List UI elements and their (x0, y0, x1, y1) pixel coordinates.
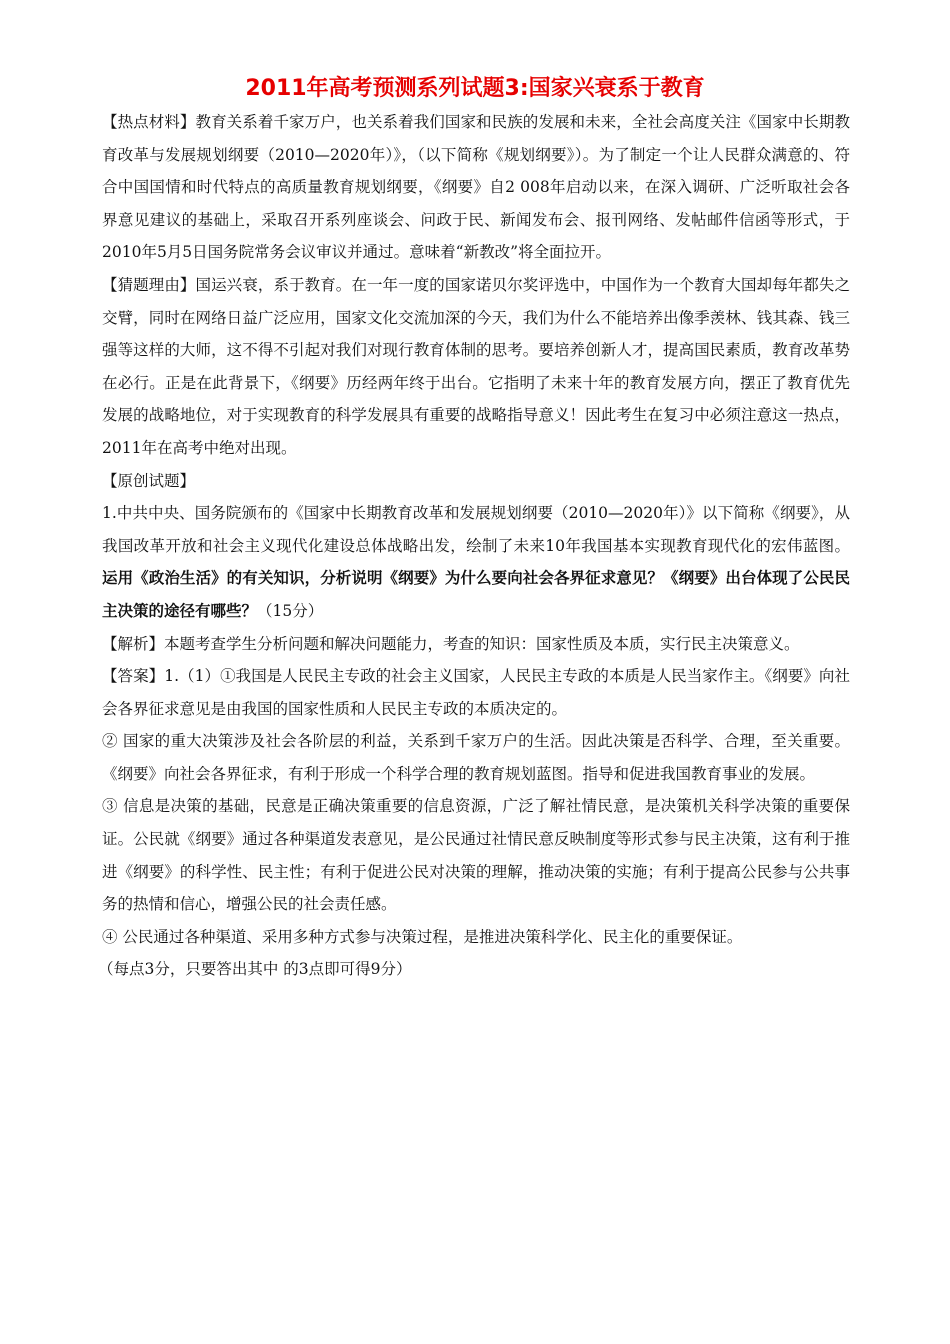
hot-material-paragraph (102, 106, 850, 269)
answer-item-3: ③ 信息是决策的基础，民意是正确决策重要的信息资源，广泛了解社情民意，是决策机关科学决策的重要保证。公民就《纲要》通过各种渠道发表意见，是公民通过社情民意反映制度等形式参与民主决策，这有利于推进《纲要》的科学性、民主性；有利于促进公民对决策的理解，推动决策的实施；有利于提高公民参与公共事务的热情和信心，增强公民的社会责任感。 (102, 797, 850, 914)
answer-label: 【答案】 (102, 667, 165, 686)
reason-text: 国运兴衰，系于教育。在一年一度的国家诺贝尔奖评选中，中国作为一个教育大国却每年都失之交臂，同时在网络日益广泛应用，国家文化交流加深的今天，我们为什么不能培养出像季羡林、钱其森、钱三强等这样的大师，这不得不引起对我们对现行教育体制的思考。要培养创新人才，提高国民素质，教育改革势在必行。正是在此背景下，《纲要》历经两年终于出台。它指明了未来十年的教育发展方向，摆正了教育优先发展的战略地位，对于实现教育的科学发展具有重要的战略指导意义！因此考生在复习中必须注意这一热点，2011年在高考中绝对出现。 (102, 275, 850, 457)
document-title: 2011年高考预测系列试题3:国家兴衰系于教育 (245, 76, 705, 101)
analysis-paragraph (102, 628, 850, 661)
question-points: （15分） (257, 601, 324, 620)
reason-label: 【猜题理由】 (102, 275, 196, 294)
reason-paragraph (102, 269, 850, 465)
question-bold-text: 运用《政治生活》的有关知识，分析说明《纲要》为什么要向社会各界征求意见？《纲要》出台体现了公民民主决策的途径有哪些？ (102, 568, 850, 620)
question-paragraph (102, 497, 850, 627)
answer-paragraph-1 (102, 660, 850, 725)
answer-item-2: ② 国家的重大决策涉及社会各阶层的利益，关系到千家万户的生活。因此决策是否科学、合理，至关重要。《纲要》向社会各界征求，有利于形成一个科学合理的教育规划蓝图。指导和促进我国教育事业的发展。 (102, 732, 850, 783)
scoring-note: （每点3分，只要答出其中 的3点即可得9分） (98, 960, 412, 979)
question-text: 1.中共中央、国务院颁布的《国家中长期教育改革和发展规划纲要（2010—2020年）》以下简称《纲要》，从我国改革开放和社会主义现代化建设总体战略出发，绘制了未来10年我国基本实现教育现代化的宏伟蓝图。 (102, 504, 850, 555)
document-body (98, 106, 850, 986)
answer-item-1: 1.（1）①我国是人民民主专政的社会主义国家，人民民主专政的本质是人民当家作主。《纲要》向社会各界征求意见是由我国的国家性质和人民民主专政的本质决定的。 (102, 667, 850, 718)
original-question-heading: 【原创试题】 (102, 471, 196, 490)
analysis-label: 【解析】 (102, 634, 165, 653)
answer-item-4: ④ 公民通过各种渠道、采用多种方式参与决策过程，是推进决策科学化、民主化的重要保证。 (102, 927, 743, 946)
hot-material-text: 教育关系着千家万户，也关系着我们国家和民族的发展和未来，全社会高度关注《国家中长期教育改革与发展规划纲要（2010—2020年）》，（以下简称《规划纲要》）。为了制定一个让人民群众满意的、符合中国国情和时代特点的高质量教育规划纲要，《纲要》自2 008年启动以来，在深入调研、广泛听取社会各界意见建议的基础上，采取召开系列座谈会、问政于民、新闻发布会、报刊网络、发帖邮件信函等形式，于2010年5月5日国务院常务会议审议并通过。意味着“新教改”将全面拉开。 (102, 113, 850, 262)
hot-material-label: 【热点材料】 (102, 113, 196, 131)
analysis-text: 本题考查学生分析问题和解决问题能力，考查的知识：国家性质及本质，实行民主决策意义。 (164, 634, 800, 653)
